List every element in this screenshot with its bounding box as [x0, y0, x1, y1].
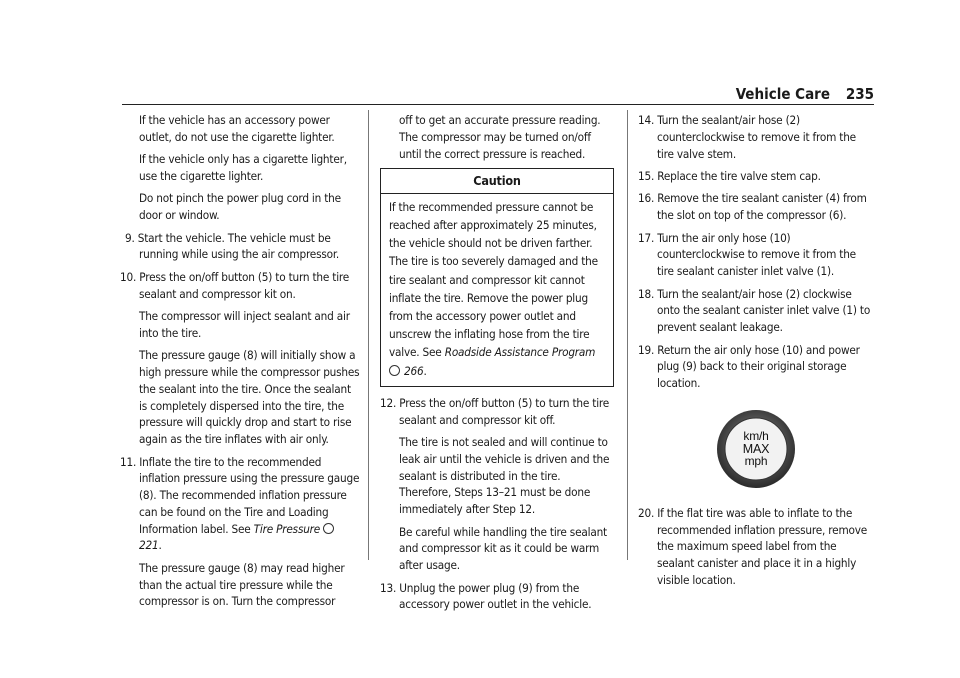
- column-3: [638, 112, 874, 594]
- gauge-unit-kmh: km/h: [743, 428, 769, 443]
- caution-box: [380, 168, 614, 387]
- max-speed-label-image: [638, 408, 874, 495]
- page-reference[interactable]: 221: [139, 538, 159, 553]
- caution-title: Caution: [381, 169, 613, 194]
- step-9: 9. Start the vehicle. The vehicle must be running while using the air compressor.: [125, 230, 340, 262]
- paragraph: If the vehicle only has a cigarette lighter, use the cigarette lighter.: [139, 152, 347, 183]
- column-1: [120, 112, 360, 616]
- column-divider-2: [627, 110, 628, 560]
- column-divider-1: [368, 110, 369, 560]
- step-15: 15. Replace the tire valve stem cap.: [638, 168, 821, 183]
- paragraph: off to get an accurate pressure reading. The compressor may be turned on/off until the correct pressure is reached.: [399, 113, 601, 161]
- step-19: 19. Return the air only hose (10) and power plug (9) back to their original storage location.: [638, 342, 860, 391]
- paragraph: The pressure gauge (8) will initially show a high pressure while the compressor pushes the sealant into the tire. Once the sealant is completely dispersed into the tire, the pressure will quickly drop and start to rise again as the tire inflates with air only.: [139, 348, 360, 447]
- step-20: 20. If the flat tire was able to inflate to the recommended inflation pressure, remove the maximum speed label from the sealant canister and place it in a highly visible location.: [638, 505, 868, 587]
- gauge-unit-mph: mph: [744, 453, 768, 468]
- page-reference-icon: [323, 523, 334, 534]
- max-speed-label-icon: [715, 408, 797, 490]
- paragraph: Do not pinch the power plug cord in the door or window.: [139, 191, 341, 223]
- step-11: 11. Inflate the tire to the recommended inflation pressure using the pressure gauge (8). The recommended inflation pressure can be found on the Tire and Loading Information label. See Tire Pressure 221.: [120, 454, 360, 553]
- paragraph: If the vehicle has an accessory power outlet, do not use the cigarette lighter.: [139, 113, 335, 144]
- paragraph: The compressor will inject sealant and air into the tire.: [139, 308, 350, 340]
- paragraph: The tire is not sealed and will continue to leak air until the vehicle is driven and the sealant is distributed in the tire. Therefore, Steps 13–21 must be done immediately after Step 12.: [399, 435, 610, 517]
- cross-reference-link[interactable]: Roadside Assistance Program: [444, 345, 596, 360]
- step-14: 14. Turn the sealant/air hose (2) counterclockwise to remove it from the tire valve stem.: [638, 113, 856, 161]
- step-10: 10. Press the on/off button (5) to turn the tire sealant and compressor kit on.: [120, 269, 350, 301]
- step-16: 16. Remove the tire sealant canister (4) from the slot on top of the compressor (6).: [638, 191, 867, 223]
- step-17: 17. Turn the air only hose (10) counterclockwise to remove it from the tire sealant canister inlet valve (1).: [638, 230, 856, 279]
- caution-body: If the recommended pressure cannot be reached after approximately 25 minutes, the vehicle should not be driven farther. The tire is too severely damaged and the tire sealant and compressor kit cannot inflate the tire. Remove the power plug from the accessory power outlet and unscrew the inflating hose from the tire valve. See Roadside Assistance Program 266.: [389, 199, 598, 378]
- gauge-max: MAX: [742, 441, 770, 456]
- step-12: 12. Press the on/off button (5) to turn the tire sealant and compressor kit off.: [380, 395, 610, 427]
- paragraph: The pressure gauge (8) may read higher than the actual tire pressure while the compressor is on. Turn the compressor: [139, 560, 345, 609]
- header-rule: [122, 104, 874, 105]
- step-13: 13. Unplug the power plug (9) from the accessory power outlet in the vehicle.: [380, 580, 592, 612]
- page-number: 235: [845, 85, 874, 103]
- step-18: 18. Turn the sealant/air hose (2) clockwise onto the sealant canister inlet valve (1) to prevent sealant leakage.: [638, 286, 871, 335]
- section-title: Vehicle Care: [735, 85, 830, 103]
- paragraph: Be careful while handling the tire sealant and compressor kit as it could be warm after usage.: [399, 524, 607, 573]
- column-2: [380, 112, 614, 619]
- page-reference-icon: [389, 365, 400, 376]
- cross-reference-link[interactable]: Tire Pressure: [253, 521, 321, 536]
- page-reference[interactable]: 266: [404, 363, 424, 378]
